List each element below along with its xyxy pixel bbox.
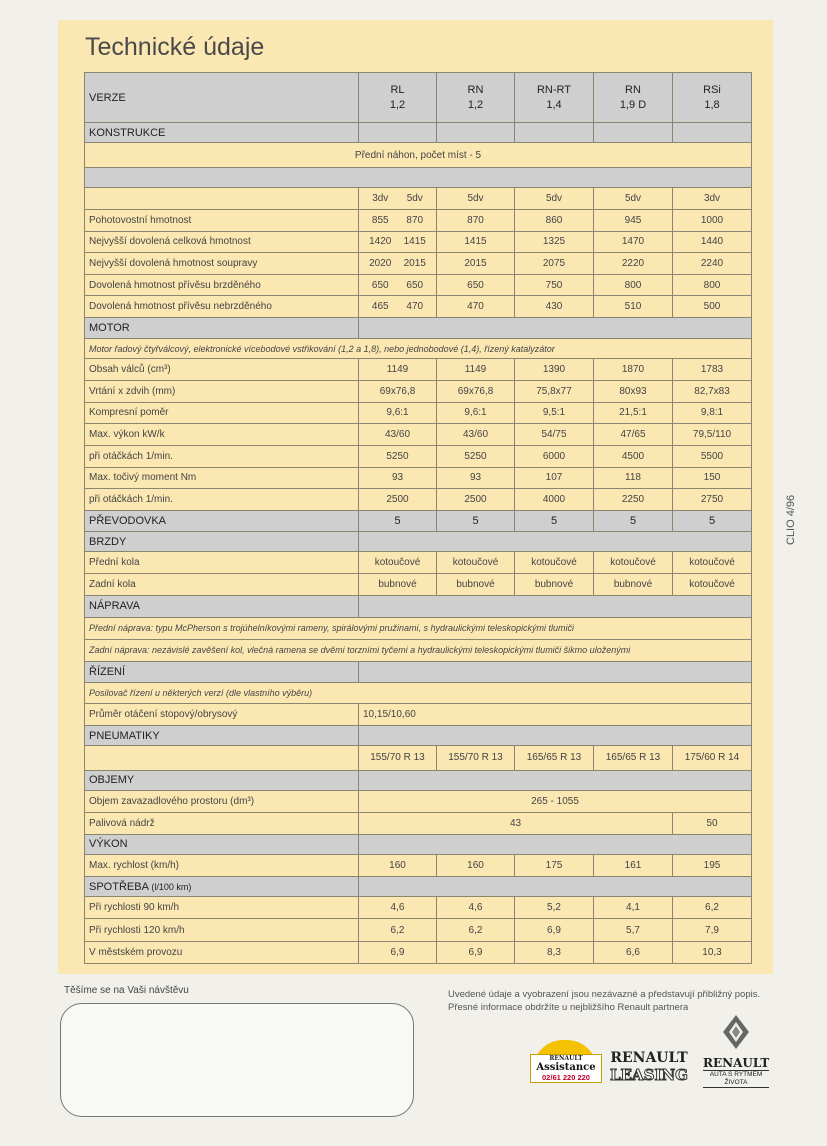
table-row-gap xyxy=(85,167,752,187)
table-row xyxy=(85,790,752,812)
row-label: Při rychlosti 90 km/h xyxy=(85,897,359,919)
disclaimer-line-2: Přesné informace obdržíte u nejbližšího Renault partnera xyxy=(448,1002,689,1013)
value-rsi: 500 xyxy=(673,296,752,318)
value-rnd: 80x93 xyxy=(594,380,673,402)
value-rnd: 4500 xyxy=(594,445,673,467)
disclaimer xyxy=(448,988,760,1014)
doors-rl-3: 3dv xyxy=(372,192,389,204)
row-label: Přední kola xyxy=(85,552,359,574)
table-row xyxy=(85,704,752,726)
version-engine: 1,2 xyxy=(389,98,406,111)
value-rnrt: 4000 xyxy=(515,489,594,511)
gears-rsi: 5 xyxy=(673,510,752,531)
renault-logo xyxy=(703,1014,769,1088)
value-rn: 160 xyxy=(437,855,515,877)
value-rnd: 510 xyxy=(594,296,673,318)
doors-rnd: 5dv xyxy=(594,187,673,209)
value-rnrt: 75,8x77 xyxy=(515,380,594,402)
empty-cell xyxy=(85,746,359,770)
value-rl xyxy=(359,231,437,253)
value-rnd: 945 xyxy=(594,209,673,231)
value-rnrt: 2075 xyxy=(515,253,594,275)
row-label: při otáčkách 1/min. xyxy=(85,489,359,511)
row-label: Obsah válců (cm³) xyxy=(85,359,359,381)
section-vykon xyxy=(85,834,752,854)
value-rl: 6,2 xyxy=(359,919,437,941)
value-rl: 160 xyxy=(359,855,437,877)
value-rnd: 5,7 xyxy=(594,919,673,941)
value-rnd: 161 xyxy=(594,855,673,877)
value-rnrt: 430 xyxy=(515,296,594,318)
notes-box[interactable] xyxy=(60,1003,414,1117)
front-axle-note: Přední náprava: typu McPherson s trojúhelníkovými rameny, spirálovými pružinami, s hydraulickými teleskopickými tlumiči xyxy=(85,617,752,639)
verze-label: VERZE xyxy=(85,73,359,123)
tyre-rn: 155/70 R 13 xyxy=(437,746,515,770)
renault-assistance-logo xyxy=(530,1040,602,1082)
assistance-brand: RENAULT xyxy=(549,1055,583,1062)
empty-cell xyxy=(359,531,752,551)
value-rnrt: 6,9 xyxy=(515,919,594,941)
value-rsi: 800 xyxy=(673,274,752,296)
value-rl: 43/60 xyxy=(359,424,437,446)
value-rsi: 1000 xyxy=(673,209,752,231)
doors-rl-5: 5dv xyxy=(406,192,423,204)
tyre-rnrt: 165/65 R 13 xyxy=(515,746,594,770)
table-row xyxy=(85,402,752,424)
value-rn: 4,6 xyxy=(437,897,515,919)
value-rnrt: 6000 xyxy=(515,445,594,467)
value-rl: bubnové xyxy=(359,574,437,596)
value-rl-5dv: 650 xyxy=(406,279,424,291)
empty-cell xyxy=(673,123,752,143)
version-engine: 1,9 D xyxy=(619,98,647,111)
gears-rn: 5 xyxy=(437,510,515,531)
value-rl-5dv: 870 xyxy=(406,214,424,226)
row-label: Nejvyšší dovolená celková hmotnost xyxy=(85,231,359,253)
value-rn: 6,2 xyxy=(437,919,515,941)
table-row xyxy=(85,467,752,489)
assistance-name: Assistance xyxy=(536,1062,596,1073)
renault-slogan xyxy=(703,1070,769,1088)
value-rl: 9,6:1 xyxy=(359,402,437,424)
section-label: PŘEVODOVKA xyxy=(85,510,359,531)
value-rl-3dv: 855 xyxy=(371,214,389,226)
table-row xyxy=(85,209,752,231)
value-rnd: 2220 xyxy=(594,253,673,275)
value-rsi: kotoučové xyxy=(673,552,752,574)
tyre-rnd: 165/65 R 13 xyxy=(594,746,673,770)
page-title: Technické údaje xyxy=(85,33,265,61)
renault-leasing-logo xyxy=(610,1050,688,1084)
value-rsi: 150 xyxy=(673,467,752,489)
empty-cell xyxy=(359,123,437,143)
row-label: V městském provozu xyxy=(85,941,359,963)
table-row-doors xyxy=(85,187,752,209)
version-name: RL xyxy=(390,83,405,96)
row-label: Dovolená hmotnost přívěsu nebrzděného xyxy=(85,296,359,318)
value-rsi: 6,2 xyxy=(673,897,752,919)
row-label: Palivová nádrž xyxy=(85,812,359,834)
value-rn: 2500 xyxy=(437,489,515,511)
value-rsi: 9,8:1 xyxy=(673,402,752,424)
section-label: VÝKON xyxy=(85,834,359,854)
assistance-box xyxy=(530,1054,602,1083)
value-rn: 93 xyxy=(437,467,515,489)
section-label xyxy=(85,877,359,897)
section-label: OBJEMY xyxy=(85,770,359,790)
value-rnrt: bubnové xyxy=(515,574,594,596)
side-text: CLIO 4/96 xyxy=(785,494,797,545)
value-rnrt: 750 xyxy=(515,274,594,296)
value-rnrt: 1325 xyxy=(515,231,594,253)
value-rsi: 7,9 xyxy=(673,919,752,941)
row-label: Nejvyšší dovolená hmotnost soupravy xyxy=(85,253,359,275)
section-label: NÁPRAVA xyxy=(85,596,359,617)
gears-rnrt: 5 xyxy=(515,510,594,531)
table-row xyxy=(85,253,752,275)
value-rsi: kotoučové xyxy=(673,574,752,596)
value-rnrt: 860 xyxy=(515,209,594,231)
doors-rn: 5dv xyxy=(437,187,515,209)
version-name: RN-RT xyxy=(536,83,571,96)
value-rnd: bubnové xyxy=(594,574,673,596)
empty-cell xyxy=(85,167,752,187)
section-label: KONSTRUKCE xyxy=(85,123,359,143)
row-label: Max. točivý moment Nm xyxy=(85,467,359,489)
value-rn: 870 xyxy=(437,209,515,231)
value-rnd: 1470 xyxy=(594,231,673,253)
version-rnd xyxy=(594,73,673,123)
value-rnrt: 175 xyxy=(515,855,594,877)
table-row xyxy=(85,855,752,877)
table-row-note xyxy=(85,682,752,703)
value-rnrt: 107 xyxy=(515,467,594,489)
value-rl-3dv: 1420 xyxy=(369,236,392,248)
tyre-rsi: 175/60 R 14 xyxy=(673,746,752,770)
value-rsi: 82,7x83 xyxy=(673,380,752,402)
value-rnd: 21,5:1 xyxy=(594,402,673,424)
value-rsi: 2750 xyxy=(673,489,752,511)
table-row xyxy=(85,231,752,253)
value-rn: bubnové xyxy=(437,574,515,596)
row-label: Objem zavazadlového prostoru (dm³) xyxy=(85,790,359,812)
section-label: BRZDY xyxy=(85,531,359,551)
table-row xyxy=(85,552,752,574)
tank-value: 43 xyxy=(359,812,673,834)
table-row xyxy=(85,897,752,919)
value-rl xyxy=(359,296,437,318)
section-spotreba xyxy=(85,877,752,897)
leasing-name: LEASING xyxy=(610,1066,688,1084)
table-row xyxy=(85,919,752,941)
value-rn: 43/60 xyxy=(437,424,515,446)
value-rnrt: 9,5:1 xyxy=(515,402,594,424)
value-rl: 4,6 xyxy=(359,897,437,919)
row-label: Vrtání x zdvih (mm) xyxy=(85,380,359,402)
version-name: RN xyxy=(467,83,484,96)
empty-cell xyxy=(85,187,359,209)
table-row xyxy=(85,574,752,596)
empty-cell xyxy=(359,877,752,897)
value-rl-5dv: 1415 xyxy=(403,236,426,248)
tank-value-rsi: 50 xyxy=(673,812,752,834)
value-rl-5dv: 2015 xyxy=(403,257,426,269)
section-konstrukce xyxy=(85,123,752,143)
value-rn: 69x76,8 xyxy=(437,380,515,402)
tyre-rl: 155/70 R 13 xyxy=(359,746,437,770)
section-label: MOTOR xyxy=(85,318,359,339)
section-brzdy xyxy=(85,531,752,551)
section-label: PNEUMATIKY xyxy=(85,726,359,746)
version-rn xyxy=(437,73,515,123)
value-rl-3dv: 465 xyxy=(371,301,389,313)
value-rl: 5250 xyxy=(359,445,437,467)
value-rn: 650 xyxy=(437,274,515,296)
value-rn: 470 xyxy=(437,296,515,318)
row-label: Dovolená hmotnost přívěsu brzděného xyxy=(85,274,359,296)
table-row xyxy=(85,746,752,770)
value-rl: 1149 xyxy=(359,359,437,381)
value-rnrt: 8,3 xyxy=(515,941,594,963)
row-label: Průměr otáčení stopový/obrysový xyxy=(85,704,359,726)
gears-rnd: 5 xyxy=(594,510,673,531)
value-rnd: 1870 xyxy=(594,359,673,381)
table-row-header xyxy=(85,73,752,123)
spec-table xyxy=(84,72,752,964)
value-rsi: 195 xyxy=(673,855,752,877)
value-rn: 2015 xyxy=(437,253,515,275)
drive-info: Přední náhon, počet míst - 5 xyxy=(85,143,752,167)
section-pneumatiky xyxy=(85,726,752,746)
doors-rnrt: 5dv xyxy=(515,187,594,209)
value-rsi: 2240 xyxy=(673,253,752,275)
row-label: Max. výkon kW/k xyxy=(85,424,359,446)
table-row-note xyxy=(85,339,752,359)
empty-cell xyxy=(359,318,752,339)
value-rl: kotoučové xyxy=(359,552,437,574)
value-rnd: 4,1 xyxy=(594,897,673,919)
empty-cell xyxy=(359,834,752,854)
renault-diamond-icon xyxy=(718,1014,754,1050)
value-rl: 69x76,8 xyxy=(359,380,437,402)
renault-slogan-1: AUTA S RYTMEM xyxy=(709,1071,763,1078)
table-row xyxy=(85,296,752,318)
spotreba-label: SPOTŘEBA xyxy=(89,880,149,893)
table-row-note xyxy=(85,617,752,639)
value-rl xyxy=(359,253,437,275)
empty-cell xyxy=(359,661,752,682)
version-engine: 1,2 xyxy=(467,98,484,111)
turning-value: 10,15/10,60 xyxy=(359,704,752,726)
value-rn: 6,9 xyxy=(437,941,515,963)
value-rnrt: 5,2 xyxy=(515,897,594,919)
section-prevodovka xyxy=(85,510,752,531)
spotreba-unit: (l/100 km) xyxy=(151,881,192,892)
version-engine: 1,8 xyxy=(704,98,720,111)
empty-cell xyxy=(359,726,752,746)
version-rnrt xyxy=(515,73,594,123)
table-row xyxy=(85,489,752,511)
disclaimer-line-1: Uvedené údaje a vyobrazení jsou nezávazné a představují přibližný popis. xyxy=(448,989,761,1000)
value-rnd: 800 xyxy=(594,274,673,296)
value-rn: 1149 xyxy=(437,359,515,381)
row-label: Zadní kola xyxy=(85,574,359,596)
value-rn: 1415 xyxy=(437,231,515,253)
version-name: RSi xyxy=(703,83,721,96)
row-label: Max. rychlost (km/h) xyxy=(85,855,359,877)
value-rl-3dv: 2020 xyxy=(369,257,392,269)
motor-note: Motor řadový čtyřválcový, elektronické vícebodové vstřikování (1,2 a 1,8), nebo jednobodové (1,4), řízený katalyzátor xyxy=(85,339,752,359)
steering-note: Posilovač řízení u některých verzí (dle vlastního výběru) xyxy=(85,682,752,703)
row-label: Pohotovostní hmotnost xyxy=(85,209,359,231)
table-row xyxy=(85,359,752,381)
table-row xyxy=(85,445,752,467)
table-row-note xyxy=(85,639,752,661)
empty-cell xyxy=(359,596,752,617)
assistance-phone: 02/61 220 220 xyxy=(542,1073,590,1082)
value-rsi: 1783 xyxy=(673,359,752,381)
empty-cell xyxy=(359,770,752,790)
empty-cell xyxy=(437,123,515,143)
value-rsi: 1440 xyxy=(673,231,752,253)
value-rnd: kotoučové xyxy=(594,552,673,574)
row-label: při otáčkách 1/min. xyxy=(85,445,359,467)
value-rl xyxy=(359,274,437,296)
value-rl: 2500 xyxy=(359,489,437,511)
value-rl-5dv: 470 xyxy=(406,301,424,313)
section-rizeni xyxy=(85,661,752,682)
renault-brand: RENAULT xyxy=(703,1056,770,1070)
table-row xyxy=(85,812,752,834)
rear-axle-note: Zadní náprava: nezávislé zavěšení kol, vlečná ramena se dvěmi torzními tyčemi a hydraulickými teleskopickými tlumiči šikmo uloženými xyxy=(85,639,752,661)
value-rnd: 118 xyxy=(594,467,673,489)
value-rn: kotoučové xyxy=(437,552,515,574)
leasing-brand: RENAULT xyxy=(610,1050,688,1066)
renault-slogan-2: ŽIVOTA xyxy=(724,1079,748,1086)
gears-rl: 5 xyxy=(359,510,437,531)
version-engine: 1,4 xyxy=(546,98,562,111)
value-rsi: 10,3 xyxy=(673,941,752,963)
value-rl xyxy=(359,209,437,231)
empty-cell xyxy=(515,123,594,143)
value-rl: 6,9 xyxy=(359,941,437,963)
value-rsi: 79,5/110 xyxy=(673,424,752,446)
table-row xyxy=(85,380,752,402)
value-rn: 5250 xyxy=(437,445,515,467)
value-rl: 93 xyxy=(359,467,437,489)
value-rnd: 47/65 xyxy=(594,424,673,446)
row-label: Kompresní poměr xyxy=(85,402,359,424)
section-naprava xyxy=(85,596,752,617)
value-rnrt: 1390 xyxy=(515,359,594,381)
value-rl-3dv: 650 xyxy=(371,279,389,291)
doors-rl xyxy=(359,187,437,209)
version-rsi xyxy=(673,73,752,123)
trunk-value: 265 - 1055 xyxy=(359,790,752,812)
row-label: Při rychlosti 120 km/h xyxy=(85,919,359,941)
value-rnd: 2250 xyxy=(594,489,673,511)
value-rnrt: kotoučové xyxy=(515,552,594,574)
section-motor xyxy=(85,318,752,339)
version-name: RN xyxy=(625,83,641,96)
welcome-text: Těšíme se na Vaši návštěvu xyxy=(64,985,189,996)
section-label: ŘÍZENÍ xyxy=(85,661,359,682)
table-row xyxy=(85,424,752,446)
table-row xyxy=(85,274,752,296)
table-row xyxy=(85,143,752,167)
value-rn: 9,6:1 xyxy=(437,402,515,424)
empty-cell xyxy=(594,123,673,143)
doors-rsi: 3dv xyxy=(673,187,752,209)
value-rnd: 6,6 xyxy=(594,941,673,963)
value-rnrt: 54/75 xyxy=(515,424,594,446)
table-row xyxy=(85,941,752,963)
version-rl xyxy=(359,73,437,123)
section-objemy xyxy=(85,770,752,790)
value-rsi: 5500 xyxy=(673,445,752,467)
